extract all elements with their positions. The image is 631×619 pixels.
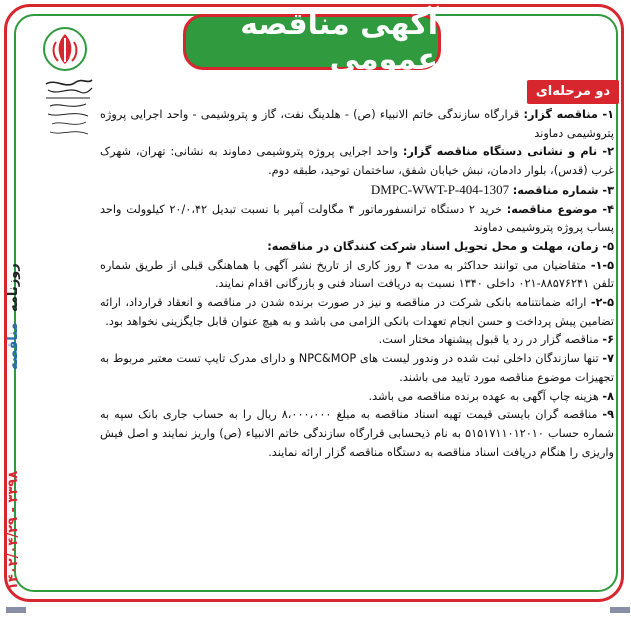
item-8: ۸- هزینه چاپ آگهی به عهده برنده مناقصه می باشد. [368,389,614,403]
side-brand: مناقصه [6,322,21,370]
bottom-marks [0,605,631,619]
item-1: ۱- مناقصه گزار: قرارگاه سازندگی خاتم الانبیاء (ص) - هلدینگ نفت، گاز و پتروشیمی - واحد اجرایی پروژه پتروشیمی دماوند [100,108,615,140]
side-date: ۱۴۰۲/۰۴/۲۹ - ۳۳۹۸ [6,470,21,590]
item-5: ۵- زمان، مهلت و محل تحویل اسناد شرکت کنندگان در مناقصه: [267,239,614,253]
item-2: ۲- نام و نشانی دستگاه مناقصه گزار: واحد اجرایی پروژه پتروشیمی دماوند به نشانی: تهران، شهرک غرب (قدس)، بلوار دادمان، نبش خیابان شفق، ساختمان توحید، طبقه دوم. [100,145,614,178]
item-5-1: ۱-۵- متقاضیان می توانند حداکثر به مدت ۴ روز کاری از تاریخ نشر آگهی با هماهنگی قبلی از طریق شماره تلفن ۸۸۵۷۶۲۴۱-۰۲۱ داخلی ۱۳۴۰ نسبت به دریافت اسناد فنی و بازرگانی اقدام نمایند. [100,258,614,291]
side-paper: روزنامه [6,263,21,312]
item-6: ۶- مناقصه گزار در رد یا قبول پیشنهاد مختار است. [378,333,614,347]
page-title: آگهی مناقصه عمومی [183,14,441,70]
item-7: ۷- تنها سازندگان داخلی ثبت شده در وندور لیست های NPC&MOP و دارای مدرک تایپ تست معتبر مربوط به تجهیزات موضوع مناقصه مورد تایید می باشند. [100,352,614,384]
stage-badge: دو مرحله‌ای [527,80,619,104]
item-3: ۳- شماره مناقصه: DMPC-WWT-P-404-1307 [370,181,614,197]
newspaper-side-stamp [1,262,31,592]
iran-emblem-icon [42,26,88,72]
khatam-logo [42,76,94,154]
tender-body [100,106,614,462]
item-5-2: ۲-۵- ارائه ضمانتنامه بانکی شرکت در مناقصه و نیز در صورت برنده شدن در مناقصه و انعقاد قرارداد، ارائه تضامین پیش پرداخت و حسن انجام تعهدات بانکی الزامی می باشد و به هیچ عنوان قابل جایگزینی نخواهد بود. [100,296,614,328]
item-9: ۹- مناقصه گران بایستی قیمت تهیه اسناد مناقصه به مبلغ ۸،۰۰۰،۰۰۰ ریال را به حساب جاری بانک سپه به شماره حساب ۵۱۵۱۷۱۱۰۱۲۰۱۰ به نام ذیحسابی قرارگاه سازندگی خاتم الانبیاء (ص) واریز نمایند و اصل فیش واریزی را هنگام دریافت اسناد مناقصه به دستگاه مناقصه گزار ارائه نمایند. [100,408,615,459]
item-4: ۴- موضوع مناقصه: خرید ۲ دستگاه ترانسفورماتور ۴ مگاولت آمپر با نسبت تبدیل ۲۰/۰،۴۲ کیلوولت واحد پساب پروژه پتروشیمی دماوند [100,202,615,235]
